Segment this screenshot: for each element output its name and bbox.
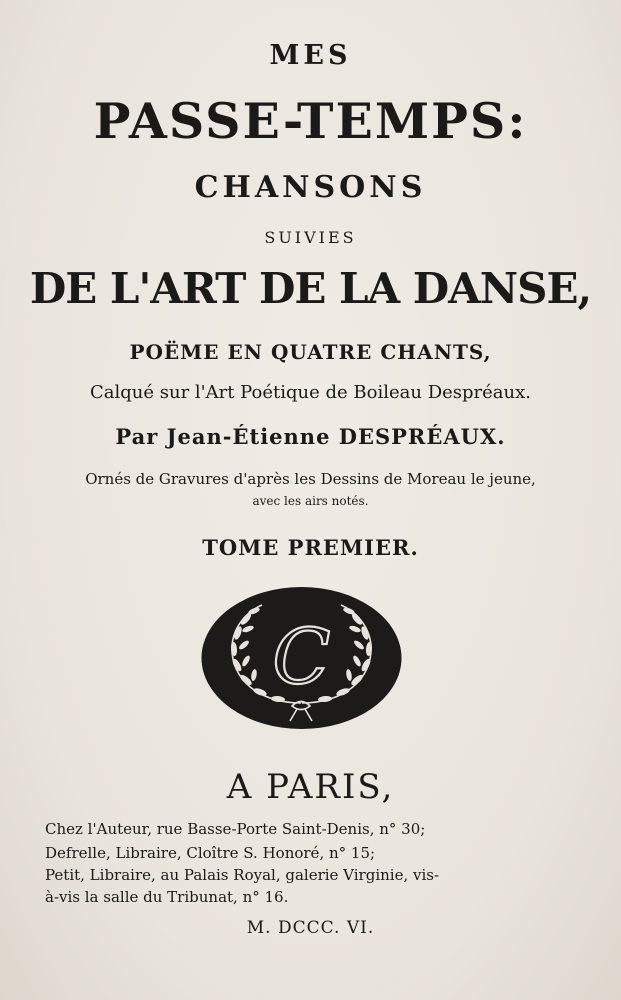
title-line-mes: MES (269, 40, 352, 71)
title-line-chansons: CHANSONS (194, 170, 427, 205)
imprint-place: A PARIS, (226, 767, 395, 807)
imprint-date: M. DCCC. VI. (246, 918, 375, 938)
author-line: Par Jean-Étienne DESPRÉAUX. (115, 424, 506, 449)
subtitle-calque: Calqué sur l'Art Poétique de Boileau Despréaux. (90, 382, 531, 403)
wreath-monogram-emblem (200, 585, 403, 731)
illustrations-line: Ornés de Gravures d'après les Dessins de Moreau le jeune, (85, 470, 536, 488)
imprint-line-auteur: Chez l'Auteur, rue Basse-Porte Saint-Denis, n° 30; (45, 820, 426, 838)
airs-notes-line: avec les airs notés. (252, 494, 369, 508)
subtitle-poeme: POËME EN QUATRE CHANTS, (129, 340, 492, 364)
title-line-suivies: SUIVIES (264, 228, 357, 247)
imprint-line-vis-a-vis: à-vis la salle du Tribunat, n° 16. (45, 888, 289, 906)
volume-line: TOME PREMIER. (202, 535, 419, 560)
monogram-letter: C (272, 612, 331, 701)
imprint-line-defrelle: Defrelle, Libraire, Cloître S. Honoré, n° 15; (45, 844, 376, 862)
title-line-passe-temps: PASSE-TEMPS: (93, 92, 528, 150)
title-line-art-de-la-danse: DE L'ART DE LA DANSE, (29, 264, 592, 313)
imprint-line-petit: Petit, Libraire, au Palais Royal, galerie Virginie, vis- (45, 866, 440, 884)
